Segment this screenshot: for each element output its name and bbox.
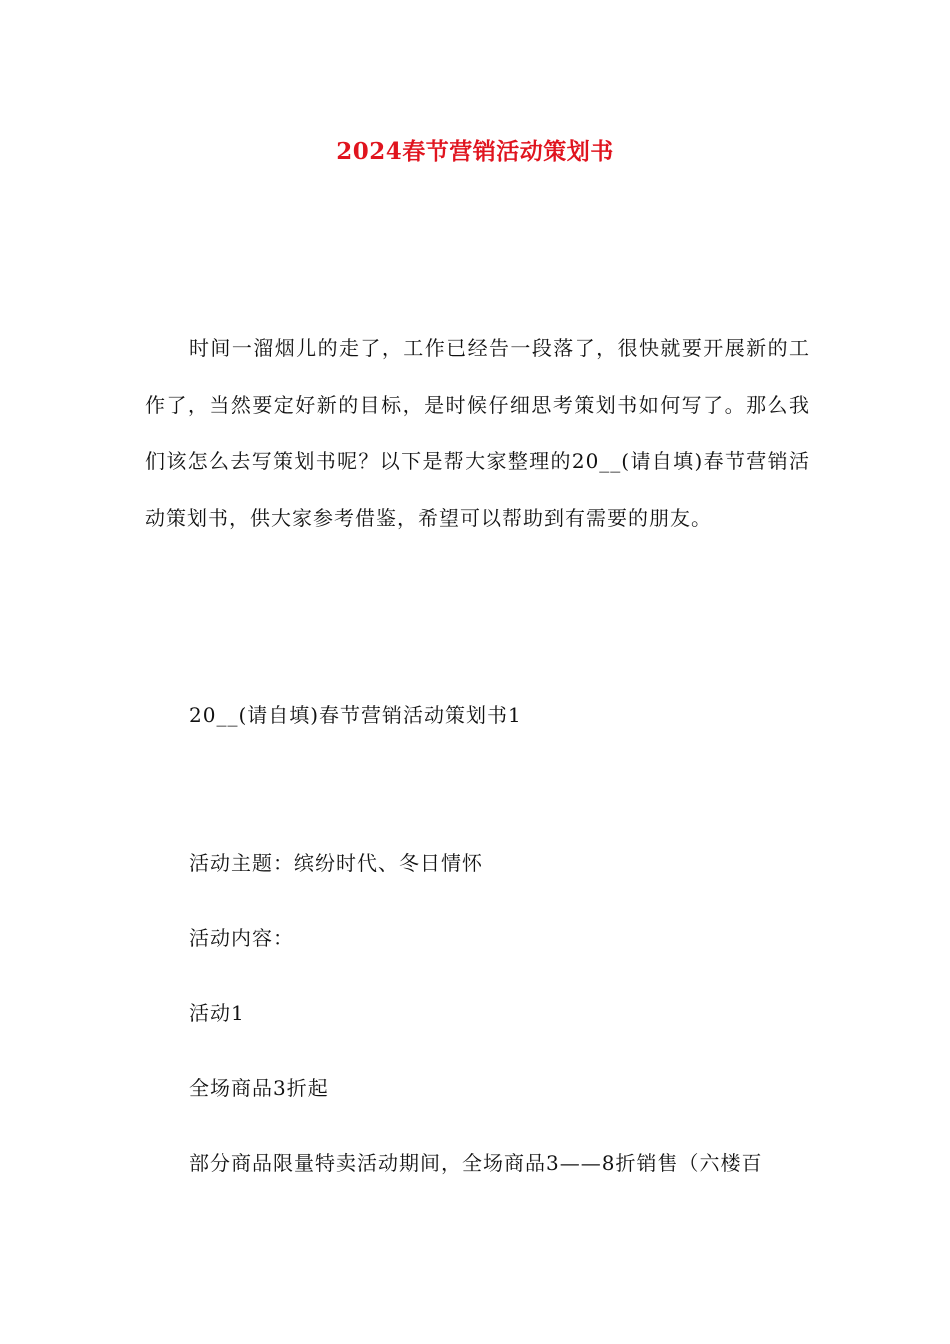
activity-theme: 活动主题：缤纷时代、冬日情怀: [189, 851, 483, 875]
activity-1-title: 全场商品3折起: [189, 1076, 329, 1100]
intro-paragraph: 时间一溜烟儿的走了，工作已经告一段落了，很快就要开展新的工作了，当然要定好新的目标，是时候仔细思考策划书如何写了。那么我们该怎么去写策划书呢？以下是帮大家整理的20__(请自填)春节营销活动策划书，供大家参考借鉴，希望可以帮助到有需要的朋友。: [145, 336, 810, 530]
section-heading: 20__(请自填)春节营销活动策划书1: [189, 703, 522, 727]
document-title: 2024春节营销活动策划书: [336, 138, 614, 165]
activity-1-description: 部分商品限量特卖活动期间，全场商品3——8折销售（六楼百: [189, 1151, 763, 1175]
activity-content-label: 活动内容：: [189, 926, 294, 950]
activity-1-label: 活动1: [189, 1001, 245, 1025]
